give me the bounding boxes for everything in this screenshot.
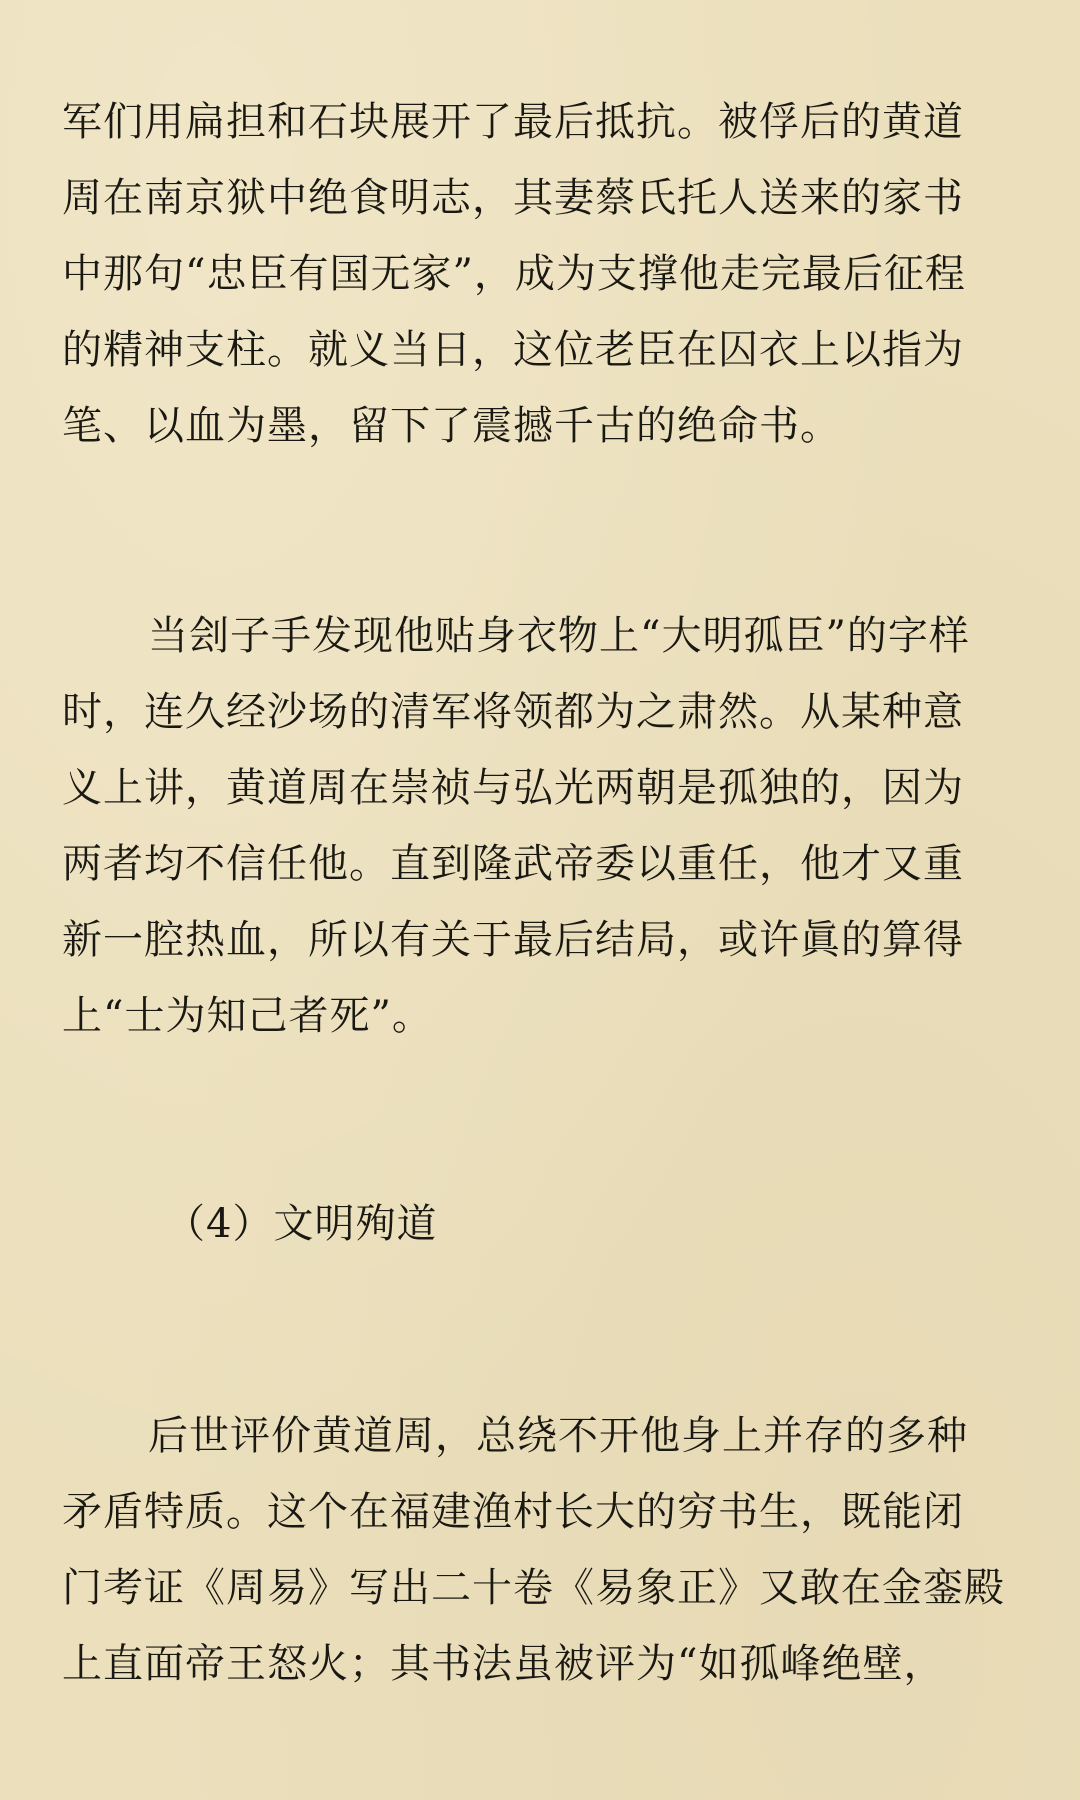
- text-line: 的精神支柱。就义当日，这位老臣在囚衣上以指为: [62, 327, 964, 373]
- text-line: 上直面帝王怒火；其书法虽被评为“如孤峰绝壁，: [62, 1641, 945, 1687]
- paragraph-3: [62, 1398, 1022, 1702]
- text-line: 两者均不信任他。直到隆武帝委以重任，他才又重: [62, 841, 964, 887]
- text-line: 新一腔热血，所以有关于最后结局，或许眞的算得: [62, 917, 964, 963]
- paragraph-1: [62, 84, 1022, 464]
- text-line: 上“士为知己者死”。: [62, 993, 433, 1039]
- text-line: 义上讲，黄道周在崇祯与弘光两朝是孤独的，因为: [62, 765, 964, 811]
- paragraph-2: [62, 598, 1022, 1054]
- text-line: 当刽子手发现他贴身衣物上“大明孤臣”的字样: [148, 613, 970, 659]
- text-line: 矛盾特质。这个在福建渔村长大的穷书生，既能闭: [62, 1489, 964, 1535]
- text-line: 军们用扁担和石块展开了最后抵抗。被俘后的黄道: [62, 99, 964, 145]
- section-heading: （4）文明殉道: [165, 1201, 438, 1247]
- text-line: 中那句“忠臣有国无家”，成为支撑他走完最后征程: [62, 251, 966, 297]
- text-line: 门考证《周易》写出二十卷《易象正》又敢在金銮殿: [62, 1565, 1005, 1611]
- text-line: 周在南京狱中绝食明志，其妻蔡氏托人送来的家书: [62, 175, 964, 221]
- text-line: 时，连久经沙场的清军将领都为之肃然。从某种意: [62, 689, 964, 735]
- text-line: 笔、以血为墨，留下了震撼千古的绝命书。: [62, 403, 841, 449]
- text-line: 后世评价黄道周，总绕不开他身上并存的多种: [148, 1413, 968, 1459]
